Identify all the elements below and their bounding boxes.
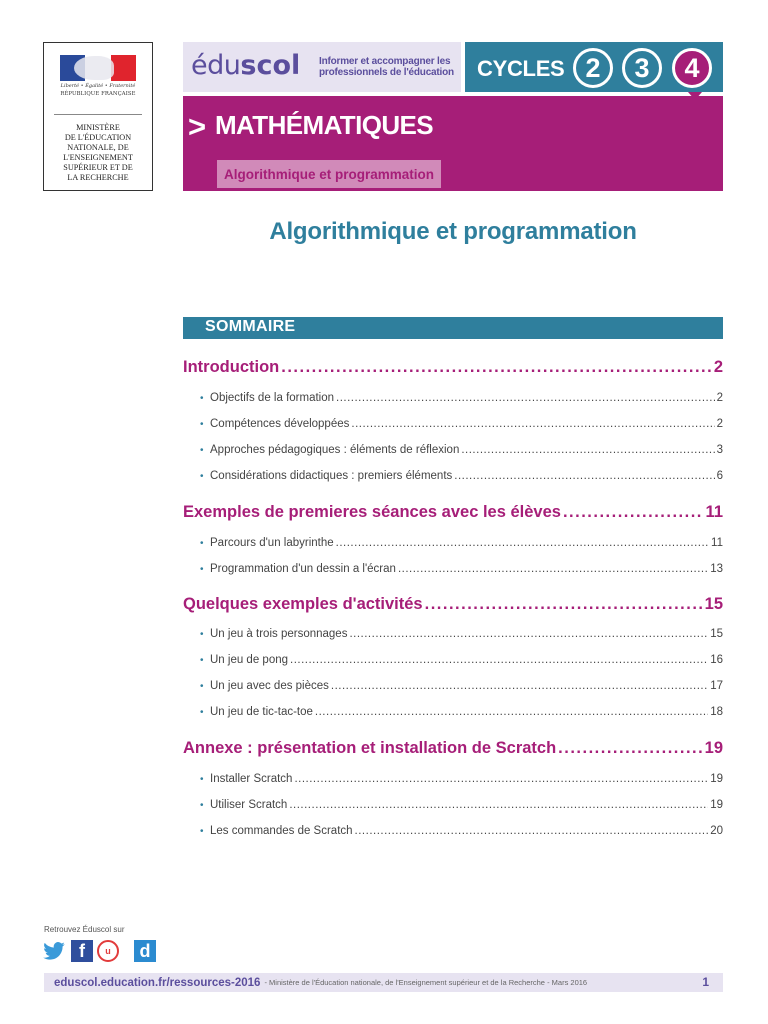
toc-section-page: 15 <box>704 595 723 613</box>
toc-section[interactable] <box>183 358 723 377</box>
cycle-4-badge: 4 <box>672 48 712 88</box>
cycles-header <box>465 42 723 92</box>
toc-item-label: Les commandes de Scratch <box>210 825 353 837</box>
toc-leader <box>290 654 708 666</box>
toc-item-label: Compétences développées <box>210 418 350 430</box>
follow-label: Retrouvez Éduscol sur <box>44 925 125 934</box>
toc-item[interactable] <box>200 628 723 640</box>
bullet-icon: • <box>200 419 204 430</box>
bullet-icon: • <box>200 707 204 718</box>
toc-item-label: Un jeu de tic-tac-toe <box>210 706 313 718</box>
toc-leader <box>289 799 708 811</box>
toc-item-label: Installer Scratch <box>210 773 293 785</box>
toc-item[interactable] <box>200 563 723 575</box>
toc-item-page: 19 <box>710 773 723 785</box>
toc-leader <box>331 680 708 692</box>
bullet-icon: • <box>200 393 204 404</box>
toc-item[interactable] <box>200 706 723 718</box>
sommaire-label: SOMMAIRE <box>205 318 296 335</box>
toc-item-label: Approches pédagogiques : éléments de réflexion <box>210 444 460 456</box>
page-number: 1 <box>702 975 709 989</box>
toc-section[interactable] <box>183 739 723 758</box>
toc-item-label: Objectifs de la formation <box>210 392 335 404</box>
toc-section-title: Exemples de premieres séances avec les élèves <box>183 503 561 521</box>
toc-item-page: 11 <box>711 537 723 549</box>
toc-item-label: Parcours d'un labyrinthe <box>210 537 334 549</box>
bullet-icon: • <box>200 538 204 549</box>
toc-item-label: Un jeu à trois personnages <box>210 628 348 640</box>
canope-icon[interactable]: u <box>97 940 119 962</box>
sommaire-header <box>183 317 723 339</box>
toc-item-label: Un jeu avec des pièces <box>210 680 329 692</box>
marianne-profile <box>74 56 114 80</box>
eduscol-header <box>183 42 461 92</box>
toc-leader <box>281 358 712 377</box>
toc-item-page: 2 <box>716 418 723 430</box>
toc-item-page: 13 <box>710 563 723 575</box>
toc-item[interactable] <box>200 418 723 430</box>
bullet-icon: • <box>200 564 204 575</box>
toc-item-page: 17 <box>710 680 723 692</box>
dailymotion-icon[interactable]: d <box>134 940 156 962</box>
toc-section[interactable] <box>183 595 723 614</box>
toc-item[interactable] <box>200 799 723 811</box>
toc-item-page: 20 <box>710 825 723 837</box>
ministry-logo <box>43 42 153 191</box>
eduscol-tagline: Informer et accompagner les professionnels de l'éducation <box>319 56 454 78</box>
subject-title: MATHÉMATIQUES <box>215 110 433 140</box>
toc-leader <box>349 628 708 640</box>
bullet-icon: • <box>200 800 204 811</box>
subject-tag: Algorithmique et programmation <box>217 160 441 188</box>
toc-leader <box>315 706 708 718</box>
toc-item-page: 19 <box>710 799 723 811</box>
facebook-icon[interactable]: f <box>71 940 93 962</box>
toc-leader <box>355 825 709 837</box>
toc-leader <box>461 444 714 456</box>
toc-item-page: 3 <box>716 444 723 456</box>
republic-name: RÉPUBLIQUE FRANÇAISE <box>60 91 136 97</box>
toc-item[interactable] <box>200 470 723 482</box>
toc-item[interactable] <box>200 444 723 456</box>
toc-item-page: 2 <box>716 392 723 404</box>
bullet-icon: • <box>200 774 204 785</box>
toc-leader <box>398 563 708 575</box>
cycle-2-badge: 2 <box>573 48 613 88</box>
twitter-icon[interactable] <box>43 940 65 962</box>
toc-item[interactable] <box>200 537 723 549</box>
bullet-icon: • <box>200 629 204 640</box>
toc-item-page: 6 <box>716 470 723 482</box>
footer-bar <box>44 973 723 992</box>
toc-item[interactable] <box>200 825 723 837</box>
toc-item-label: Considérations didactiques : premiers éléments <box>210 470 453 482</box>
ministry-divider <box>54 114 142 115</box>
toc-leader <box>558 739 702 758</box>
toc-leader <box>425 595 703 614</box>
ministry-name: MINISTÈRE DE L'ÉDUCATION NATIONALE, DE L'ENSEIGNEMENT SUPÉRIEUR ET DE LA RECHERCHE <box>63 123 133 182</box>
toc-item-page: 16 <box>710 654 723 666</box>
cycles-label: CYCLES <box>477 56 565 81</box>
toc-item[interactable] <box>200 773 723 785</box>
toc-leader <box>351 418 714 430</box>
toc-leader <box>563 503 704 522</box>
toc-section-title: Introduction <box>183 358 280 376</box>
toc-item-page: 15 <box>710 628 723 640</box>
cycle-3-badge: 3 <box>622 48 662 88</box>
footer-credit: - Ministère de l'Éducation nationale, de l'Enseignement supérieur et de la Recherche - Mars 2016 <box>264 978 588 987</box>
toc-section-page: 2 <box>713 358 723 376</box>
footer-url-link[interactable]: eduscol.education.fr/ressources-2016 <box>54 976 261 989</box>
toc-section-page: 11 <box>705 503 723 521</box>
toc-section-page: 19 <box>704 739 723 757</box>
document-title: Algorithmique et programmation <box>269 218 637 245</box>
toc-item[interactable] <box>200 680 723 692</box>
toc-item-label: Utiliser Scratch <box>210 799 288 811</box>
toc-section[interactable] <box>183 503 723 522</box>
toc-leader <box>294 773 708 785</box>
bullet-icon: • <box>200 655 204 666</box>
bullet-icon: • <box>200 681 204 692</box>
toc-item-label: Un jeu de pong <box>210 654 289 666</box>
bullet-icon: • <box>200 445 204 456</box>
republic-motto: Liberté • Égalité • Fraternité <box>60 83 136 89</box>
eduscol-logo[interactable] <box>191 50 300 81</box>
eduscol-logo-scol: scol <box>240 50 301 81</box>
bullet-icon: • <box>200 471 204 482</box>
toc-section-title: Annexe : présentation et installation de Scratch <box>183 739 557 757</box>
toc-section-title: Quelques exemples d'activités <box>183 595 423 613</box>
toc-item-label: Programmation d'un dessin a l'écran <box>210 563 396 575</box>
bullet-icon: • <box>200 826 204 837</box>
eduscol-logo-edu: édu <box>191 50 241 81</box>
subject-band <box>183 96 723 191</box>
toc-leader <box>336 392 715 404</box>
toc-item[interactable] <box>200 392 723 404</box>
chevron-right-icon: > <box>188 109 207 144</box>
toc-item-page: 18 <box>710 706 723 718</box>
toc-item[interactable] <box>200 654 723 666</box>
toc-leader <box>336 537 709 549</box>
toc-leader <box>454 470 714 482</box>
